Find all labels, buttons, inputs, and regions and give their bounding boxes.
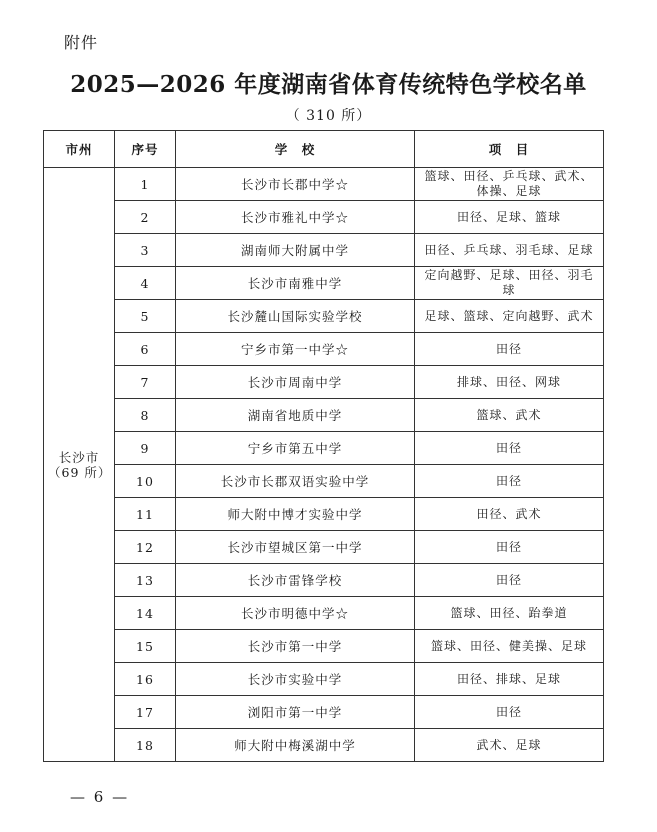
school-name: 师大附中博才实验中学 [176, 498, 415, 531]
table-row [44, 531, 604, 564]
sport-projects: 武术、足球 [415, 729, 604, 762]
table-row [44, 696, 604, 729]
row-number: 18 [115, 729, 176, 762]
school-name: 湖南省地质中学 [176, 399, 415, 432]
sport-projects: 排球、田径、网球 [415, 366, 604, 399]
school-name: 长沙市雷锋学校 [176, 564, 415, 597]
header-number: 序号 [115, 131, 176, 168]
row-number: 6 [115, 333, 176, 366]
table-row [44, 168, 604, 201]
school-name: 湖南师大附属中学 [176, 234, 415, 267]
table-row [44, 300, 604, 333]
school-name: 宁乡市第五中学 [176, 432, 415, 465]
header-project: 项 目 [415, 131, 604, 168]
table-row [44, 201, 604, 234]
table-row [44, 630, 604, 663]
sport-projects: 田径 [415, 564, 604, 597]
sport-projects: 田径、足球、篮球 [415, 201, 604, 234]
table-row [44, 333, 604, 366]
school-name: 长沙市周南中学 [176, 366, 415, 399]
sport-projects: 田径、武术 [415, 498, 604, 531]
school-name: 师大附中梅溪湖中学 [176, 729, 415, 762]
city-cell [44, 168, 115, 762]
school-name: 长沙市实验中学 [176, 663, 415, 696]
city-name: 长沙市 [58, 449, 100, 465]
table-row [44, 366, 604, 399]
school-name: 长沙市雅礼中学☆ [176, 201, 415, 234]
sport-projects: 田径、乒乓球、羽毛球、足球 [415, 234, 604, 267]
school-name: 宁乡市第一中学☆ [176, 333, 415, 366]
header-city: 市州 [44, 131, 115, 168]
sport-projects: 篮球、田径、健美操、足球 [415, 630, 604, 663]
sport-projects: 田径 [415, 333, 604, 366]
school-name: 长沙市长郡中学☆ [176, 168, 415, 201]
table-row [44, 597, 604, 630]
row-number: 2 [115, 201, 176, 234]
table-row [44, 234, 604, 267]
table-row [44, 729, 604, 762]
row-number: 13 [115, 564, 176, 597]
row-number: 11 [115, 498, 176, 531]
city-school-count: （69 所） [48, 464, 112, 480]
table-row [44, 498, 604, 531]
row-number: 4 [115, 267, 176, 300]
school-name: 长沙市第一中学 [176, 630, 415, 663]
row-number: 5 [115, 300, 176, 333]
sport-projects: 田径、排球、足球 [415, 663, 604, 696]
table-row [44, 267, 604, 300]
table-row [44, 399, 604, 432]
row-number: 14 [115, 597, 176, 630]
sport-projects: 篮球、田径、跆拳道 [415, 597, 604, 630]
row-number: 12 [115, 531, 176, 564]
school-name: 长沙市南雅中学 [176, 267, 415, 300]
row-number: 7 [115, 366, 176, 399]
school-name: 长沙市望城区第一中学 [176, 531, 415, 564]
row-number: 15 [115, 630, 176, 663]
document-title: 2025—2026 年度湖南省体育传统特色学校名单 [70, 71, 587, 98]
attachment-label: 附件 [64, 33, 99, 52]
sport-projects: 定向越野、足球、田径、羽毛球 [415, 267, 604, 300]
row-number: 3 [115, 234, 176, 267]
table-row [44, 465, 604, 498]
table-header-row [44, 131, 604, 168]
row-number: 10 [115, 465, 176, 498]
school-name: 长沙市明德中学☆ [176, 597, 415, 630]
school-name: 长沙麓山国际实验学校 [176, 300, 415, 333]
sport-projects: 篮球、田径、乒乓球、武术、体操、足球 [415, 168, 604, 201]
sport-projects: 篮球、武术 [415, 399, 604, 432]
row-number: 1 [115, 168, 176, 201]
table-body [44, 168, 604, 762]
page-number: — 6 — [70, 788, 130, 806]
table-row [44, 432, 604, 465]
school-name: 浏阳市第一中学 [176, 696, 415, 729]
row-number: 16 [115, 663, 176, 696]
row-number: 9 [115, 432, 176, 465]
school-name: 长沙市长郡双语实验中学 [176, 465, 415, 498]
row-number: 17 [115, 696, 176, 729]
sport-projects: 足球、篮球、定向越野、武术 [415, 300, 604, 333]
sport-projects: 田径 [415, 696, 604, 729]
row-number: 8 [115, 399, 176, 432]
header-school: 学 校 [176, 131, 415, 168]
sport-projects: 田径 [415, 531, 604, 564]
table-row [44, 564, 604, 597]
school-total: （ 310 所） [285, 108, 372, 124]
sport-projects: 田径 [415, 432, 604, 465]
school-list-table [43, 130, 604, 762]
table-row [44, 663, 604, 696]
sport-projects: 田径 [415, 465, 604, 498]
